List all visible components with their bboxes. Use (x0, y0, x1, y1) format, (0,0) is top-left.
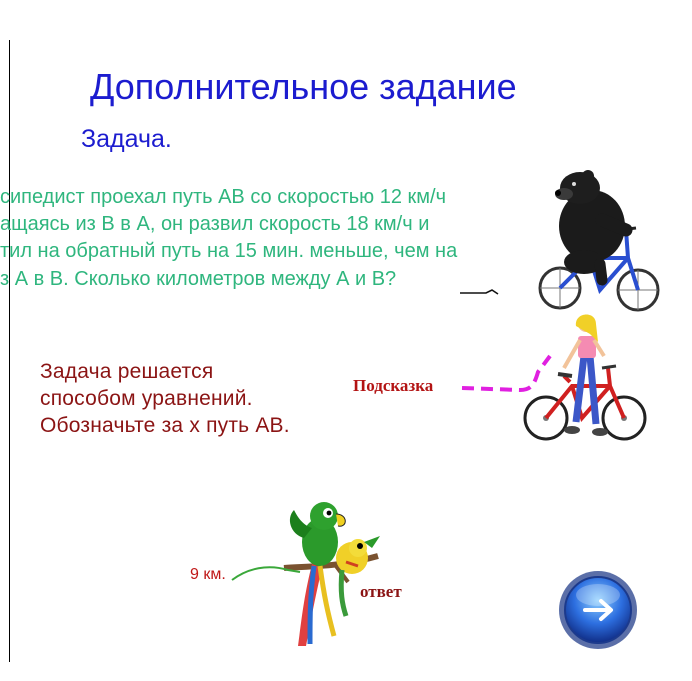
page-title: Дополнительное задание (90, 66, 517, 107)
problem-text (0, 186, 532, 306)
hint-dashed-line (460, 350, 560, 400)
slide-left-border (9, 40, 10, 662)
hint-line: Задача решается (40, 360, 214, 383)
answer-link[interactable]: ответ (360, 582, 402, 601)
hint-line: способом уравнений. (40, 387, 253, 410)
answer-value: 9 км. (190, 566, 226, 583)
problem-line: сипедист проехал путь АВ со скоростью 12 км/ч (0, 186, 446, 208)
hint-text (40, 358, 290, 439)
next-slide-button[interactable] (557, 569, 639, 651)
problem-line: з А в В. Сколько километров между А и В? (0, 268, 397, 290)
problem-line: тил на обратный путь на 15 мин. меньше, чем на (0, 240, 458, 262)
bear-on-bicycle-icon[interactable] (540, 168, 662, 318)
answer-connector-line (228, 560, 308, 590)
task-subtitle: Задача. (81, 125, 172, 153)
hint-line: Обозначьте за х путь АВ. (40, 414, 290, 437)
hint-link[interactable]: Подсказка (353, 376, 434, 395)
problem-line: ащаясь из В в А, он развил скорость 18 км/ч и (0, 213, 430, 235)
